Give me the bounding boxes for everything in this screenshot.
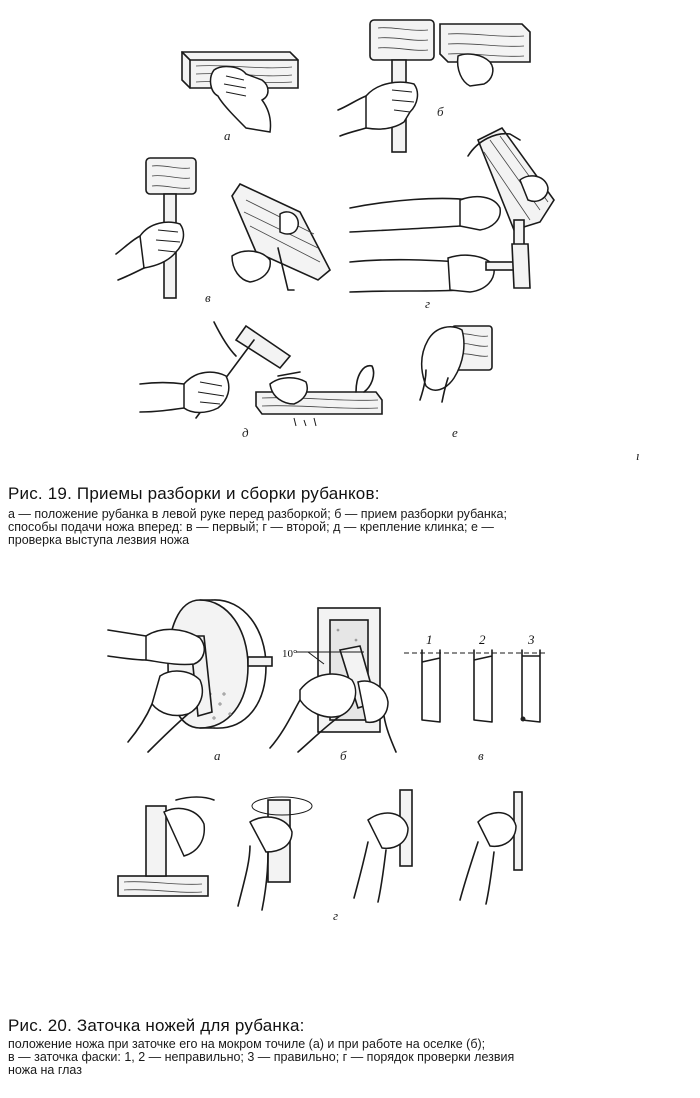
illustration-19a-plane-in-hand bbox=[182, 52, 298, 132]
figure-19-label-g: г bbox=[425, 296, 431, 311]
figure-19-label-d: д bbox=[242, 425, 249, 440]
illustration-19d-wedge-fastening bbox=[140, 322, 382, 426]
figure-20-label-v: в bbox=[478, 748, 484, 763]
figure-19-label-b: б bbox=[437, 104, 444, 119]
illustration-19e-blade-check bbox=[420, 326, 492, 402]
figure-20-label-a: а bbox=[214, 748, 221, 763]
figure-19-label-a: а bbox=[224, 128, 231, 143]
figure-20-illustration bbox=[0, 590, 700, 920]
blade-number-1: 1 bbox=[426, 632, 433, 647]
figure-20-label-b: б bbox=[340, 748, 347, 763]
illustration-19g-blade-advance-second bbox=[350, 128, 554, 292]
figure-20-caption-line-2: в — заточка фаски: 1, 2 — неправильно; 3 — правильно; г — порядок проверки лезвия bbox=[8, 1050, 515, 1064]
illustration-20b-whetstone bbox=[270, 608, 396, 752]
figure-19-label-e: е bbox=[452, 425, 458, 440]
blade-number-2: 2 bbox=[479, 632, 486, 647]
stray-mark: ı bbox=[636, 448, 640, 463]
figure-20-caption-line-3: ножа на глаз bbox=[8, 1063, 82, 1077]
figure-19-caption-line-2: способы подачи ножа вперед: в — первый; г — второй; д — крепление клинка; е — bbox=[8, 520, 494, 534]
figure-20-caption-line-1: положение ножа при заточке его на мокром точиле (а) и при работе на оселке (б); bbox=[8, 1037, 486, 1051]
figure-19-caption-line-1: а — положение рубанка в левой руке перед разборкой; б — прием разборки рубанка; bbox=[8, 507, 507, 521]
figure-19-illustration bbox=[0, 0, 700, 460]
figure-19-caption-body bbox=[8, 508, 680, 547]
figure-20-label-g: г bbox=[333, 908, 339, 923]
figure-19-caption-title: Рис. 19. Приемы разборки и сборки рубанков: bbox=[8, 484, 380, 503]
illustration-20g-eye-check bbox=[118, 790, 522, 910]
blade-number-3: 3 bbox=[528, 632, 535, 647]
angle-label-10-degrees: 10° bbox=[282, 648, 298, 660]
figure-20-caption-body bbox=[8, 1038, 680, 1077]
illustration-19v-blade-advance-first bbox=[116, 158, 330, 298]
illustration-20v-blade-bevels bbox=[404, 650, 548, 722]
figure-19-caption-line-3: проверка выступа лезвия ножа bbox=[8, 533, 190, 547]
figure-20-caption-title: Рис. 20. Заточка ножей для рубанка: bbox=[8, 1016, 305, 1035]
illustration-20a-wet-grindstone bbox=[108, 600, 272, 752]
figure-19-label-v: в bbox=[205, 290, 211, 305]
